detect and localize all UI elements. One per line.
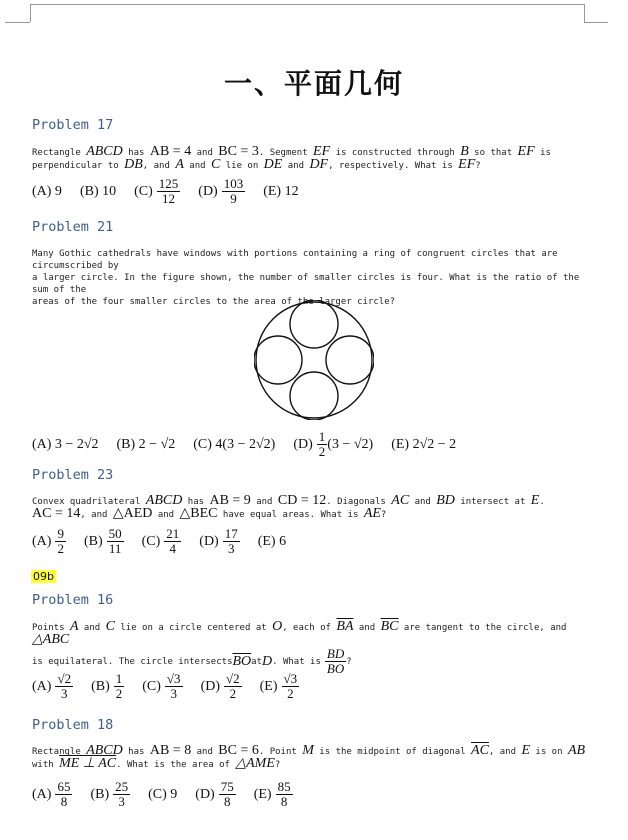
- choice-a: (A) $\frac{65}{8}$: [32, 779, 71, 809]
- crop-mark-top-right: [584, 22, 608, 23]
- small-circle-bottom: [290, 372, 338, 420]
- problem-23-statement: [32, 495, 588, 521]
- small-circle-right: [326, 336, 374, 384]
- section-title: 一、平面几何: [223, 67, 404, 100]
- choice-c: (C) $\frac{21}{4}$: [141, 526, 180, 556]
- crop-mark-top-right-v: [584, 4, 585, 22]
- problem-23-choices: [32, 527, 304, 556]
- choice-e: (E) 6: [257, 533, 287, 549]
- problem-21-line-2: a larger circle. In the figure shown, the number of smaller circles is four. What is the ratio of the sum of the: [32, 273, 580, 295]
- small-circle-top: [290, 300, 338, 348]
- choice-a: (A) $\frac{9}{2}$: [32, 526, 64, 556]
- problem-18-heading: Problem 18: [32, 717, 114, 733]
- choice-b: (B) $\frac{50}{11}$: [83, 526, 122, 556]
- problem-18-choices: [32, 780, 311, 809]
- choice-b: (B) 10: [79, 183, 117, 199]
- choice-c: (C) 9: [148, 786, 178, 802]
- circles-figure: [254, 300, 374, 420]
- problem-16-line-2: is equilateral. The circle intersects $\overline{BO}$ at D . What is $\frac{BD}{BO}$ ?: [32, 646, 352, 676]
- choice-d: (D) $\frac{1}{2}$ (3 − √2): [293, 429, 374, 459]
- page-top-border: [30, 4, 584, 5]
- crop-mark-top-left: [5, 22, 30, 23]
- choice-d: (D) $\frac{75}{8}$: [195, 779, 234, 809]
- problem-21-line-3: areas of the four smaller circles to the area of the larger circle?: [32, 297, 396, 307]
- problem-17-line-2: perpendicular to DB, and A and C lie on DE and DF, respectively. What is EF?: [32, 157, 481, 172]
- problem-21-line-1: Many Gothic cathedrals have windows with portions containing a ring of congruent circles that are circumscribed by: [32, 249, 558, 271]
- choice-a: (A) $\frac{√2}{3}$: [32, 671, 72, 701]
- choice-e: (E) 2√2 − 2: [391, 436, 457, 452]
- problem-21-choices: [32, 430, 474, 459]
- crop-mark-top-left-v: [30, 4, 31, 22]
- choice-b: (B) $\frac{1}{2}$: [91, 671, 123, 701]
- problem-16-choices: [32, 672, 317, 701]
- choice-b: (B) $\frac{25}{3}$: [90, 779, 129, 809]
- problem-17-line-1: Rectangle ABCD has AB = 4 and BC = 3. Segment EF is constructed through B so that EF is: [32, 144, 551, 159]
- problem-17-heading: Problem 17: [32, 117, 114, 133]
- choice-c: (C) $\frac{√3}{3}$: [142, 671, 181, 701]
- problem-21-statement: [32, 248, 588, 308]
- problem-16-line-1: Points A and C lie on a circle centered at O, each of $\overline{BA}$ and $\overline{BC}$ are tangent to the circle, and △ABC: [32, 619, 567, 647]
- problem-18-statement: [32, 745, 588, 771]
- problem-23-heading: Problem 23: [32, 467, 114, 483]
- problem-16-heading: Problem 16: [32, 592, 114, 608]
- choice-b: (B) 2 − √2: [116, 436, 176, 452]
- choice-c: (C) 4(3 − 2√2): [193, 436, 276, 452]
- choice-a: (A) 9: [32, 183, 62, 199]
- choice-e: (E) $\frac{85}{8}$: [253, 779, 291, 809]
- choice-d: (D) $\frac{103}{9}$: [198, 176, 244, 206]
- choice-a: (A) 3 − 2√2: [32, 436, 99, 452]
- highlighted-tag: 09b: [33, 570, 54, 583]
- problem-18-line-2: with ME ⊥ AC. What is the area of △AME?: [32, 756, 281, 771]
- problem-18-line-1: Rectangle ABCD has AB = 8 and BC = 6. Point M is the midpoint of diagonal $\overline{AC}$, and E is on AB: [32, 743, 586, 758]
- problem-21-heading: Problem 21: [32, 219, 114, 235]
- choice-e: (E) $\frac{√3}{2}$: [259, 671, 298, 701]
- choice-d: (D) $\frac{√2}{2}$: [200, 671, 240, 701]
- choice-e: (E) 12: [263, 183, 299, 199]
- problem-23-line-1: Convex quadrilateral ABCD has AB = 9 and CD = 12. Diagonals AC and BD intersect at E.: [32, 493, 545, 508]
- problem-16-statement: [32, 621, 588, 676]
- large-circle: [256, 302, 372, 418]
- problem-23-line-2: AC = 14, and △AED and △BEC have equal areas. What is AE?: [32, 506, 387, 521]
- problem-17-choices: [32, 177, 317, 206]
- small-circle-left: [254, 336, 302, 384]
- problem-17-statement: [32, 146, 588, 172]
- choice-d: (D) $\frac{17}{3}$: [199, 526, 238, 556]
- choice-c: (C) $\frac{125}{12}$: [134, 176, 179, 206]
